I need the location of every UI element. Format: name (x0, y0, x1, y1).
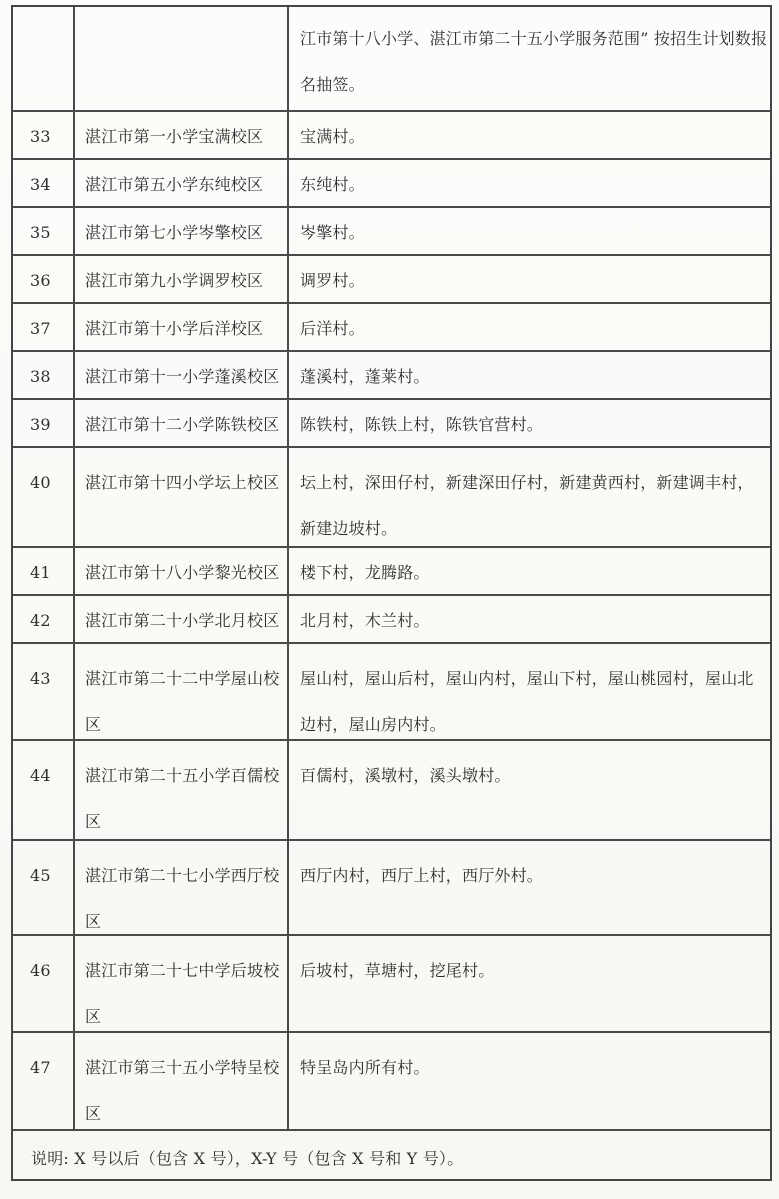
school-name-cell: 湛江市第十八小学黎光校区 (73, 548, 287, 594)
row-number-cell: 35 (30, 223, 51, 242)
service-scope-cell: 后坡村，草塘村，挖尾村。 (287, 936, 770, 1031)
row-number-cell: 41 (30, 563, 51, 582)
school-name-cell: 湛江市第三十五小学特呈校区 (73, 1033, 287, 1129)
service-scope-cell: 楼下村，龙腾路。 (287, 548, 770, 594)
school-name-cell: 湛江市第二十七小学西厅校区 (73, 841, 287, 934)
service-scope-cell: 调罗村。 (287, 256, 770, 302)
service-scope-cell: 后洋村。 (287, 304, 770, 350)
table-row (13, 594, 770, 642)
school-name-cell (73, 7, 287, 110)
row-number-cell: 33 (30, 127, 51, 146)
row-number-cell: 38 (30, 367, 51, 386)
school-name-cell: 湛江市第二十七中学后坡校区 (73, 936, 287, 1031)
service-scope-cell: 西厅内村，西厅上村，西厅外村。 (287, 841, 770, 934)
table-row (13, 546, 770, 594)
row-number-cell: 40 (30, 473, 51, 492)
table-row (13, 1031, 770, 1129)
table-row (13, 158, 770, 206)
school-name-cell: 湛江市第五小学东纯校区 (73, 160, 287, 206)
service-scope-cell: 宝满村。 (287, 112, 770, 158)
row-number-cell: 39 (30, 415, 51, 434)
table-row (13, 398, 770, 446)
table-row (13, 254, 770, 302)
service-scope-cell: 蓬溪村，蓬莱村。 (287, 352, 770, 398)
table-footnote-row (13, 1129, 770, 1179)
table-row (13, 110, 770, 158)
school-name-cell: 湛江市第十小学后洋校区 (73, 304, 287, 350)
table-row (13, 446, 770, 546)
row-number-cell: 44 (30, 766, 51, 785)
service-scope-cell: 江市第十八小学、湛江市第二十五小学服务范围” 按招生计划数报名抽签。 (287, 7, 770, 110)
school-name-cell: 湛江市第十四小学坛上校区 (73, 448, 287, 546)
row-number-cell: 42 (30, 611, 51, 630)
service-scope-cell: 陈铁村，陈铁上村，陈铁官营村。 (287, 400, 770, 446)
school-name-cell: 湛江市第九小学调罗校区 (73, 256, 287, 302)
service-scope-cell: 百儒村，溪墩村，溪头墩村。 (287, 741, 770, 839)
table-row (13, 839, 770, 934)
row-number-cell (13, 7, 73, 110)
row-number-cell: 36 (30, 271, 51, 290)
school-name-cell: 湛江市第二十二中学屋山校区 (73, 644, 287, 739)
school-name-cell: 湛江市第二十小学北月校区 (73, 596, 287, 642)
table-row (13, 302, 770, 350)
school-name-cell: 湛江市第十一小学蓬溪校区 (73, 352, 287, 398)
row-number-cell: 45 (30, 866, 51, 885)
row-number-cell: 47 (30, 1058, 51, 1077)
table-row (13, 642, 770, 739)
table-row (13, 350, 770, 398)
row-number-cell: 46 (30, 961, 51, 980)
service-scope-cell: 坛上村，深田仔村，新建深田仔村，新建黄西村，新建调丰村，新建边坡村。 (287, 448, 770, 546)
school-name-cell: 湛江市第十二小学陈铁校区 (73, 400, 287, 446)
table-row (13, 206, 770, 254)
service-scope-cell: 屋山村，屋山后村，屋山内村，屋山下村，屋山桃园村，屋山北边村，屋山房内村。 (287, 644, 770, 739)
row-number-cell: 34 (30, 175, 51, 194)
table-row (13, 739, 770, 839)
school-name-cell: 湛江市第一小学宝满校区 (73, 112, 287, 158)
row-number-cell: 43 (30, 669, 51, 688)
service-scope-cell: 岑擎村。 (287, 208, 770, 254)
footnote-text: 说明: X 号以后（包含 X 号），X-Y 号（包含 X 号和 Y 号）。 (31, 1149, 464, 1168)
school-service-area-table (11, 5, 772, 1181)
table-row (13, 934, 770, 1031)
service-scope-cell: 东纯村。 (287, 160, 770, 206)
table-row-continuation (13, 7, 770, 110)
school-name-cell: 湛江市第七小学岑擎校区 (73, 208, 287, 254)
service-scope-cell: 特呈岛内所有村。 (287, 1033, 770, 1129)
school-name-cell: 湛江市第二十五小学百儒校区 (73, 741, 287, 839)
service-scope-cell: 北月村，木兰村。 (287, 596, 770, 642)
row-number-cell: 37 (30, 319, 51, 338)
